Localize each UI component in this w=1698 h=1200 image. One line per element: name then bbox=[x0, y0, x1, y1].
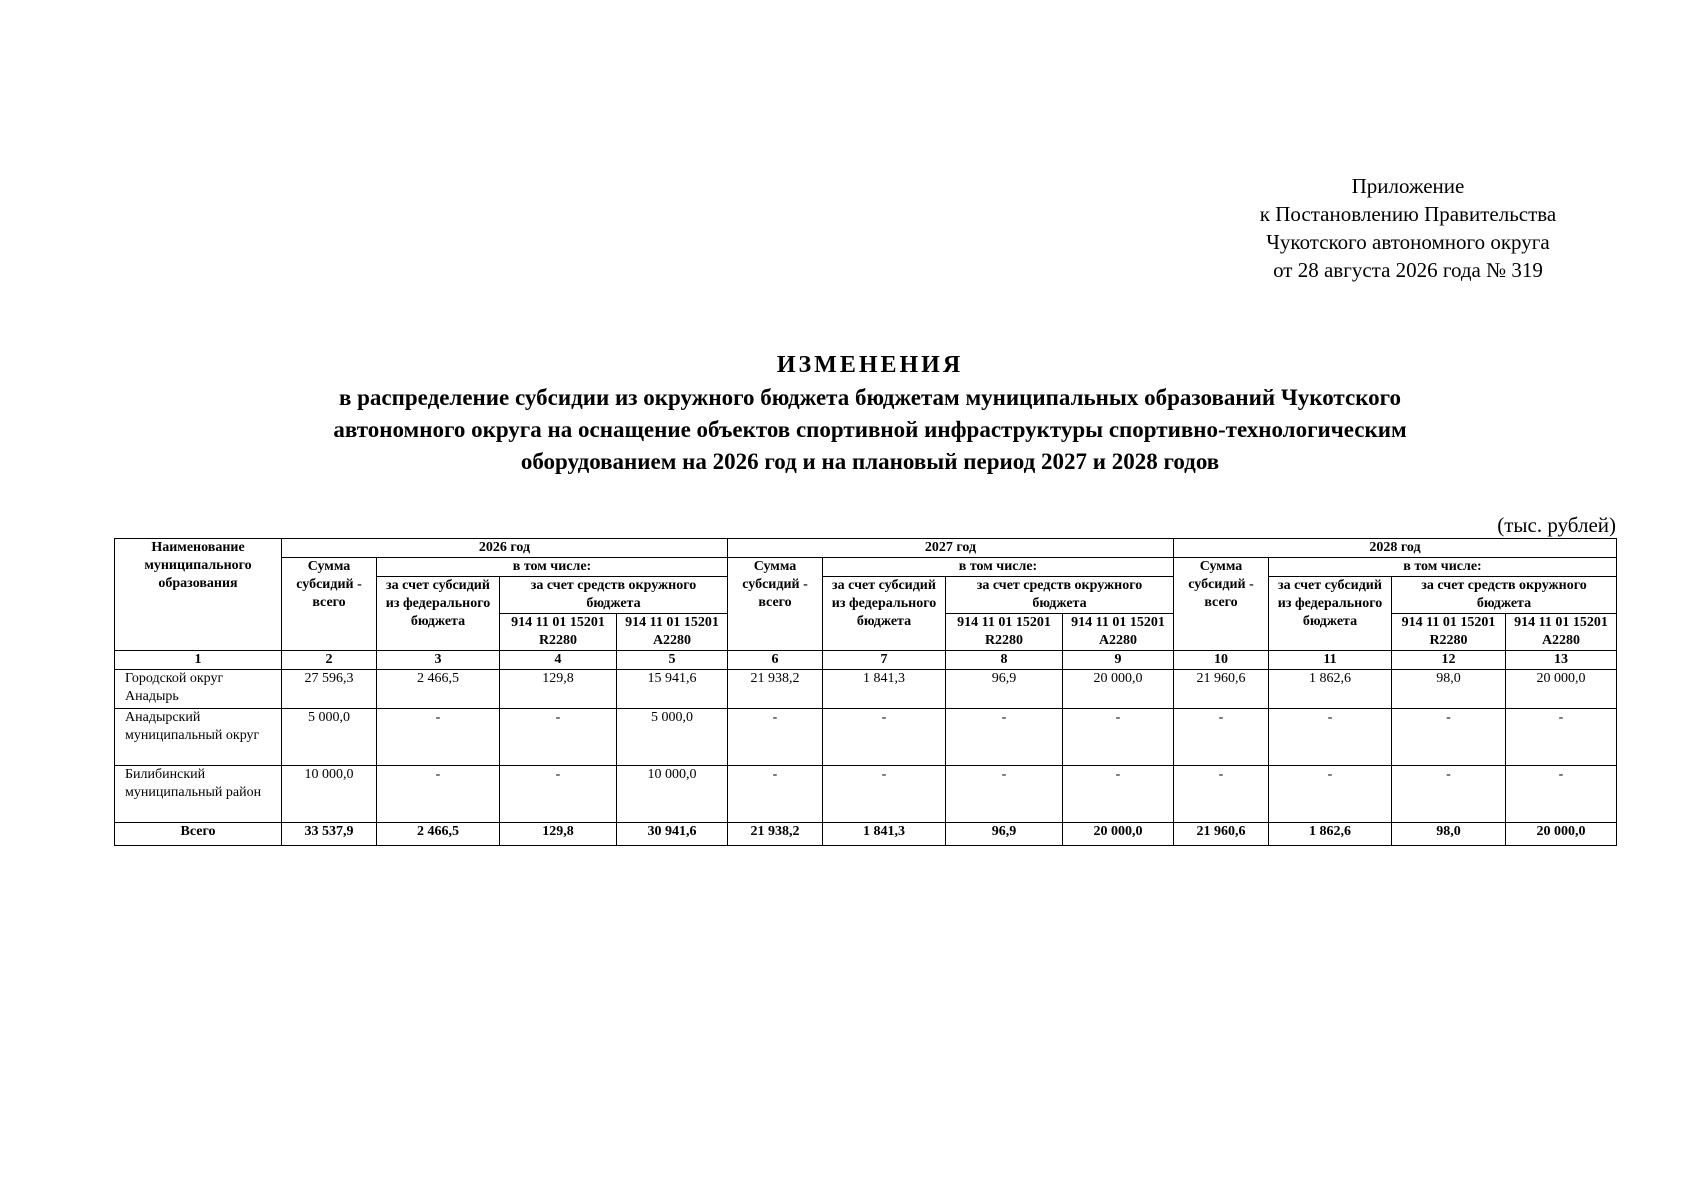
value-cell: 21 960,6 bbox=[1174, 670, 1269, 709]
value-cell: - bbox=[1392, 766, 1506, 823]
table-body bbox=[115, 670, 1617, 846]
value-cell: 5 000,0 bbox=[282, 709, 377, 766]
table-row bbox=[115, 670, 1617, 709]
header-year-2026: 2026 год bbox=[282, 539, 728, 558]
header-year-2027: 2027 год bbox=[728, 539, 1174, 558]
header-year-2028: 2028 год bbox=[1174, 539, 1617, 558]
value-cell: 15 941,6 bbox=[617, 670, 728, 709]
header-code-r-2028: 914 11 01 15201 R2280 bbox=[1392, 614, 1506, 651]
title-block bbox=[130, 350, 1610, 478]
header-district-2027: за счет средств окружного бюджета bbox=[946, 577, 1174, 614]
column-number: 1 bbox=[115, 651, 282, 670]
value-cell: 1 862,6 bbox=[1269, 823, 1392, 846]
header-code-r-2026: 914 11 01 15201 R2280 bbox=[500, 614, 617, 651]
appendix-line-4: от 28 августа 2026 года № 319 bbox=[1273, 258, 1543, 282]
value-cell: - bbox=[1269, 766, 1392, 823]
value-cell: 2 466,5 bbox=[377, 823, 500, 846]
municipality-name-cell: Городской округ Анадырь bbox=[115, 670, 282, 709]
value-cell: - bbox=[728, 766, 823, 823]
column-number: 5 bbox=[617, 651, 728, 670]
value-cell: 98,0 bbox=[1392, 823, 1506, 846]
header-code-r-2027: 914 11 01 15201 R2280 bbox=[946, 614, 1063, 651]
header-federal-2028: за счет субсидий из федерального бюджета bbox=[1269, 577, 1392, 651]
value-cell: - bbox=[500, 766, 617, 823]
column-number: 9 bbox=[1063, 651, 1174, 670]
appendix-line-1: Приложение bbox=[1351, 174, 1465, 198]
column-number: 7 bbox=[823, 651, 946, 670]
header-district-2028: за счет средств окружного бюджета bbox=[1392, 577, 1617, 614]
value-cell: 96,9 bbox=[946, 823, 1063, 846]
value-cell: 1 841,3 bbox=[823, 670, 946, 709]
municipality-name-cell: Билибинский муниципальный район bbox=[115, 766, 282, 823]
value-cell: 1 862,6 bbox=[1269, 670, 1392, 709]
value-cell: - bbox=[728, 709, 823, 766]
header-sum-total-2028: Сумма субсидий - всего bbox=[1174, 558, 1269, 651]
municipality-name-cell: Всего bbox=[115, 823, 282, 846]
value-cell: 10 000,0 bbox=[617, 766, 728, 823]
header-sum-total-2027: Сумма субсидий - всего bbox=[728, 558, 823, 651]
value-cell: 98,0 bbox=[1392, 670, 1506, 709]
value-cell: 20 000,0 bbox=[1506, 670, 1617, 709]
value-cell: - bbox=[1174, 709, 1269, 766]
value-cell: 129,8 bbox=[500, 670, 617, 709]
column-number: 4 bbox=[500, 651, 617, 670]
value-cell: 21 960,6 bbox=[1174, 823, 1269, 846]
column-number: 6 bbox=[728, 651, 823, 670]
value-cell: - bbox=[377, 709, 500, 766]
value-cell: - bbox=[823, 709, 946, 766]
value-cell: 21 938,2 bbox=[728, 823, 823, 846]
header-code-a-2028: 914 11 01 15201 A2280 bbox=[1506, 614, 1617, 651]
header-sum-total-2026: Сумма субсидий - всего bbox=[282, 558, 377, 651]
value-cell: 20 000,0 bbox=[1063, 670, 1174, 709]
value-cell: 2 466,5 bbox=[377, 670, 500, 709]
table-header bbox=[115, 539, 1617, 670]
value-cell: 30 941,6 bbox=[617, 823, 728, 846]
value-cell: 27 596,3 bbox=[282, 670, 377, 709]
column-number: 2 bbox=[282, 651, 377, 670]
value-cell: 20 000,0 bbox=[1063, 823, 1174, 846]
header-federal-2026: за счет субсидий из федерального бюджета bbox=[377, 577, 500, 651]
units-label: (тыс. рублей) bbox=[1497, 513, 1616, 537]
header-district-2026: за счет средств окружного бюджета bbox=[500, 577, 728, 614]
column-number: 8 bbox=[946, 651, 1063, 670]
value-cell: 20 000,0 bbox=[1506, 823, 1617, 846]
appendix-block bbox=[1200, 172, 1616, 284]
value-cell: - bbox=[946, 709, 1063, 766]
value-cell: - bbox=[1174, 766, 1269, 823]
document-title: ИЗМЕНЕНИЯ bbox=[776, 352, 964, 378]
value-cell: - bbox=[1392, 709, 1506, 766]
column-number: 13 bbox=[1506, 651, 1617, 670]
appendix-line-2: к Постановлению Правительства bbox=[1259, 202, 1557, 226]
municipality-name-cell: Анадырский муниципальный округ bbox=[115, 709, 282, 766]
value-cell: - bbox=[1063, 709, 1174, 766]
subtitle-line-3: оборудованием на 2026 год и на плановый период 2027 и 2028 годов bbox=[520, 449, 1220, 474]
column-number-row bbox=[115, 651, 1617, 670]
value-cell: 33 537,9 bbox=[282, 823, 377, 846]
value-cell: - bbox=[1506, 709, 1617, 766]
column-number: 12 bbox=[1392, 651, 1506, 670]
table-row bbox=[115, 766, 1617, 823]
value-cell: - bbox=[823, 766, 946, 823]
value-cell: 10 000,0 bbox=[282, 766, 377, 823]
column-number: 3 bbox=[377, 651, 500, 670]
subtitle-line-2: автономного округа на оснащение объектов спортивной инфраструктуры спортивно-технологическим bbox=[333, 417, 1407, 442]
header-including-2027: в том числе: bbox=[823, 558, 1174, 577]
value-cell: - bbox=[1063, 766, 1174, 823]
value-cell: - bbox=[1506, 766, 1617, 823]
column-number: 10 bbox=[1174, 651, 1269, 670]
value-cell: - bbox=[1269, 709, 1392, 766]
header-including-2026: в том числе: bbox=[377, 558, 728, 577]
header-municipality: Наименование муниципального образования bbox=[115, 539, 282, 651]
document-subtitle bbox=[130, 382, 1610, 478]
subsidy-table bbox=[114, 538, 1617, 846]
header-code-a-2026: 914 11 01 15201 A2280 bbox=[617, 614, 728, 651]
total-row bbox=[115, 823, 1617, 846]
header-including-2028: в том числе: bbox=[1269, 558, 1617, 577]
value-cell: - bbox=[946, 766, 1063, 823]
header-federal-2027: за счет субсидий из федерального бюджета bbox=[823, 577, 946, 651]
value-cell: 5 000,0 bbox=[617, 709, 728, 766]
header-code-a-2027: 914 11 01 15201 A2280 bbox=[1063, 614, 1174, 651]
value-cell: - bbox=[377, 766, 500, 823]
table-row bbox=[115, 709, 1617, 766]
value-cell: 1 841,3 bbox=[823, 823, 946, 846]
value-cell: 129,8 bbox=[500, 823, 617, 846]
value-cell: 21 938,2 bbox=[728, 670, 823, 709]
column-number: 11 bbox=[1269, 651, 1392, 670]
value-cell: 96,9 bbox=[946, 670, 1063, 709]
subtitle-line-1: в распределение субсидии из окружного бюджета бюджетам муниципальных образований Чукотского bbox=[338, 385, 1402, 410]
value-cell: - bbox=[500, 709, 617, 766]
appendix-line-3: Чукотского автономного округа bbox=[1266, 230, 1550, 254]
